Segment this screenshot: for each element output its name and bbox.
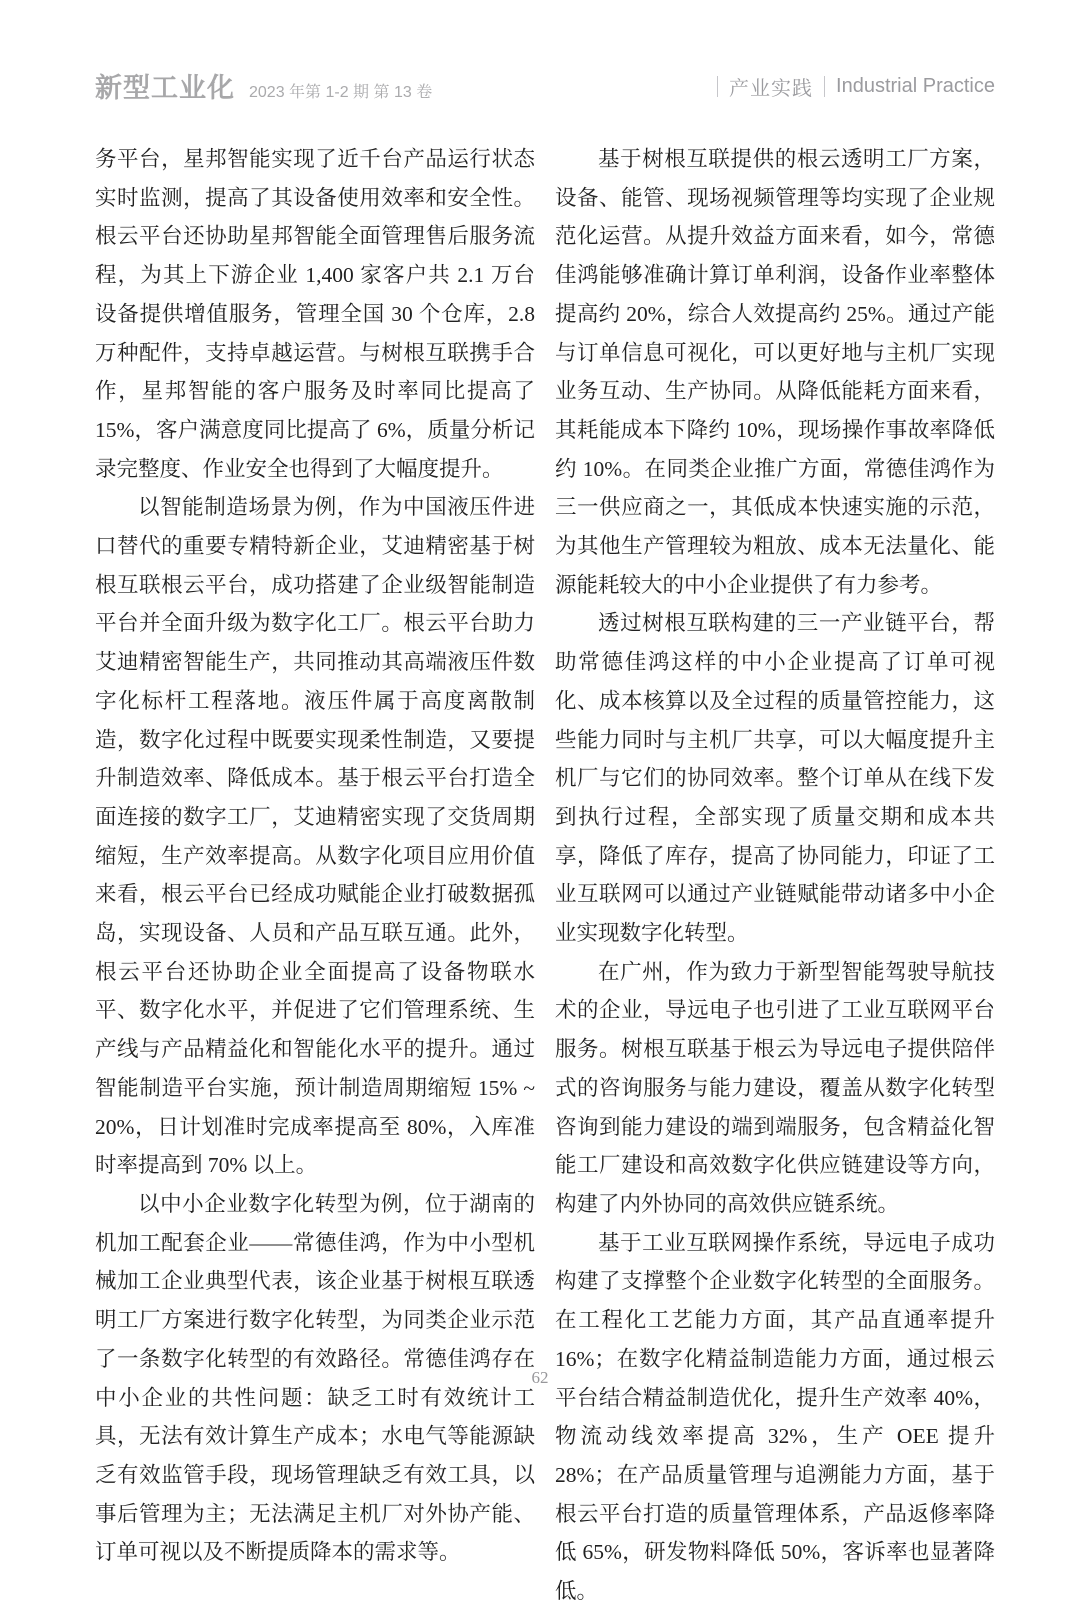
issue-info: 2023 年第 1-2 期 第 13 卷 xyxy=(249,84,433,101)
journal-name: 新型工业化 xyxy=(95,73,235,103)
section-block xyxy=(706,72,995,101)
paragraph: 基于工业互联网操作系统，导远电子成功构建了支撑整个企业数字化转型的全面服务。在工程化工艺能力方面，其产品直通率提升 16%；在数字化精益制造能力方面，通过根云平台结合精益制造优化，提升生产效率 40%，物流动线效率提高 32%，生产 OEE 提升 28%；在产品质量管理与追溯能力方面，基于根云平台打造的质量管理体系，产品返修率降低 65%，研发物料降低 50%，客诉率也显著降低。 xyxy=(555,1230,995,1604)
paragraph: 务平台，星邦智能实现了近千台产品运行状态实时监测，提高了其设备使用效率和安全性。根云平台还协助星邦智能全面管理售后服务流程，为其上下游企业 1,400 家客户共 2.1 万台设备提供增值服务，管理全国 30 个仓库，2.8 万种配件，支持卓越运营。与树根互联携手合作，星邦智能的客户服务及时率同比提高了 15%，客户满意度同比提高了 6%，质量分析记录完整度、作业安全也得到了大幅度提升。 xyxy=(95,147,535,481)
vertical-divider xyxy=(717,76,718,97)
paragraph: 透过树根互联构建的三一产业链平台，帮助常德佳鸿这样的中小企业提高了订单可视化、成本核算以及全过程的质量管控能力，这些能力同时与主机厂共享，可以大幅度提升主机厂与它们的协同效率。整个订单从在线下发到执行过程，全部实现了质量交期和成本共享，降低了库存，提高了协同能力，印证了工业互联网可以通过产业链赋能带动诸多中小企业实现数字化转型。 xyxy=(555,611,995,946)
right-column xyxy=(555,140,995,1611)
left-column xyxy=(95,140,535,1611)
page-header xyxy=(95,66,995,105)
paragraph: 在广州，作为致力于新型智能驾驶导航技术的企业，导远电子也引进了工业互联网平台服务。树根互联基于根云为导远电子提供陪伴式的咨询服务与能力建设，覆盖从数字化转型咨询到能力建设的端到端服务，包含精益化智能工厂建设和高效数字化供应链建设等方向，构建了内外协同的高效供应链系统。 xyxy=(555,959,995,1216)
paragraph: 以智能制造场景为例，作为中国液压件进口替代的重要专精特新企业，艾迪精密基于树根互联根云平台，成功搭建了企业级智能制造平台并全面升级为数字化工厂。根云平台助力艾迪精密智能生产，共同推动其高端液压件数字化标杆工程落地。液压件属于高度离散制造，数字化过程中既要实现柔性制造，又要提升制造效率、降低成本。基于根云平台打造全面连接的数字工厂，艾迪精密实现了交货周期缩短，生产效率提高。从数字化项目应用价值来看，根云平台已经成功赋能企业打破数据孤岛，实现设备、人员和产品互联互通。此外，根云平台还协助企业全面提高了设备物联水平、数字化水平，并促进了它们管理系统、生产线与产品精益化和智能化水平的提升。通过智能制造平台实施，预计制造周期缩短 15% ~ 20%，日计划准时完成率提高至 80%，入库准时率提高到 70% 以上。 xyxy=(95,495,535,1178)
paragraph: 以中小企业数字化转型为例，位于湖南的机加工配套企业——常德佳鸿，作为中小型机械加工企业典型代表，该企业基于树根互联透明工厂方案进行数字化转型，为同类企业示范了一条数字化转型的有效路径。常德佳鸿存在中小企业的共性问题：缺乏工时有效统计工具，无法有效计算生产成本；水电气等能源缺乏有效监管手段，现场管理缺乏有效工具，以事后管理为主；无法满足主机厂对外协产能、订单可视以及不断提质降本的需求等。 xyxy=(95,1191,535,1565)
section-title-english: Industrial Practice xyxy=(836,75,995,97)
journal-block xyxy=(95,66,432,105)
paragraph: 基于树根互联提供的根云透明工厂方案，设备、能管、现场视频管理等均实现了企业规范化运营。从提升效益方面来看，如今，常德佳鸿能够准确计算订单利润，设备作业率整体提高约 20%，综合人效提高约 25%。通过产能与订单信息可视化，可以更好地与主机厂实现业务互动、生产协同。从降低能耗方面来看，其耗能成本下降约 10%，现场操作事故率降低约 10%。在同类企业推广方面，常德佳鸿作为三一供应商之一，其低成本快速实施的示范，为其他生产管理较为粗放、成本无法量化、能源能耗较大的中小企业提供了有力参考。 xyxy=(555,147,995,597)
article-body xyxy=(95,140,995,1611)
vertical-divider xyxy=(824,76,825,97)
section-title-chinese: 产业实践 xyxy=(729,78,814,100)
page-number: 62 xyxy=(531,1368,549,1387)
page-footer xyxy=(0,1368,1080,1388)
